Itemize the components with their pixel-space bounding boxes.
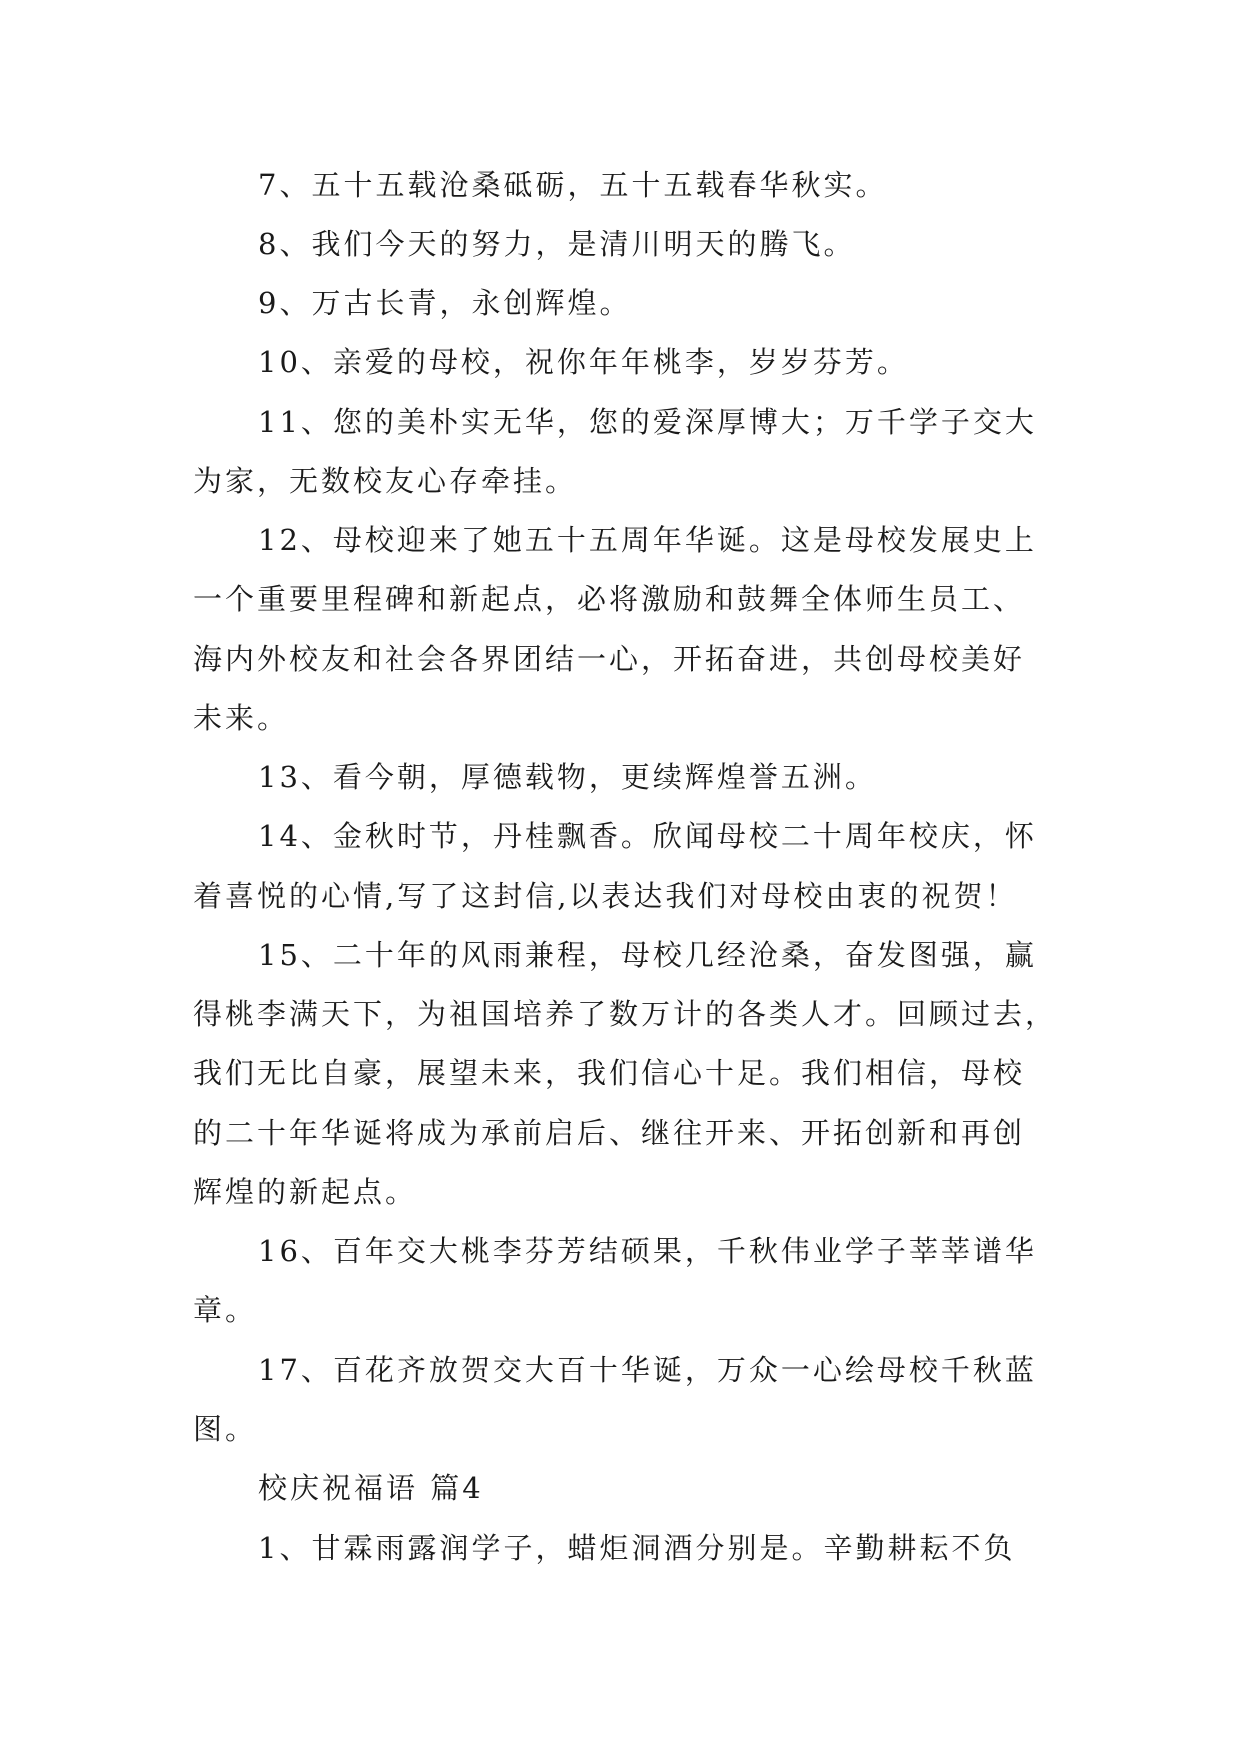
text-line: 辉煌的新起点。 bbox=[193, 1175, 418, 1209]
text-line: 未来。 bbox=[193, 701, 290, 735]
text-line: 章。 bbox=[193, 1293, 258, 1327]
text-line: 海内外校友和社会各界团结一心，开拓奋进，共创母校美好 bbox=[193, 642, 1026, 676]
text-line: 得桃李满天下，为祖国培养了数万计的各类人才。回顾过去， bbox=[193, 997, 1058, 1031]
text-line: 8、我们今天的努力，是清川明天的腾飞。 bbox=[258, 227, 856, 261]
text-line: 10、亲爱的母校，祝你年年桃李，岁岁芬芳。 bbox=[258, 345, 909, 379]
text-line: 着喜悦的心情,写了这封信,以表达我们对母校由衷的祝贺！ bbox=[193, 879, 1018, 913]
text-line: 一个重要里程碑和新起点，必将激励和鼓舞全体师生员工、 bbox=[193, 582, 1026, 616]
text-line: 7、五十五载沧桑砥砺，五十五载春华秋实。 bbox=[258, 168, 888, 202]
text-line: 12、母校迎来了她五十五周年华诞。这是母校发展史上 bbox=[258, 523, 1037, 557]
section-heading: 校庆祝福语 篇4 bbox=[258, 1471, 484, 1505]
text-line: 15、二十年的风雨兼程，母校几经沧桑，奋发图强，赢 bbox=[258, 938, 1037, 972]
text-line: 16、百年交大桃李芬芳结硕果，千秋伟业学子莘莘谱华 bbox=[258, 1234, 1037, 1268]
text-line: 11、您的美朴实无华，您的爱深厚博大；万千学子交大 bbox=[258, 405, 1037, 439]
text-line: 我们无比自豪，展望未来，我们信心十足。我们相信，母校 bbox=[193, 1056, 1026, 1090]
text-line: 9、万古长青，永创辉煌。 bbox=[258, 286, 632, 320]
text-line: 1、甘霖雨露润学子，蜡炬洞酒分别是。辛勤耕耘不负 bbox=[258, 1531, 1016, 1565]
text-line: 17、百花齐放贺交大百十华诞，万众一心绘母校千秋蓝 bbox=[258, 1353, 1037, 1387]
text-line: 图。 bbox=[193, 1412, 258, 1446]
text-line: 为家，无数校友心存牵挂。 bbox=[193, 464, 578, 498]
text-line: 13、看今朝，厚德载物，更续辉煌誉五洲。 bbox=[258, 760, 877, 794]
text-line: 的二十年华诞将成为承前启后、继往开来、开拓创新和再创 bbox=[193, 1116, 1026, 1150]
text-line: 14、金秋时节，丹桂飘香。欣闻母校二十周年校庆，怀 bbox=[258, 819, 1037, 853]
